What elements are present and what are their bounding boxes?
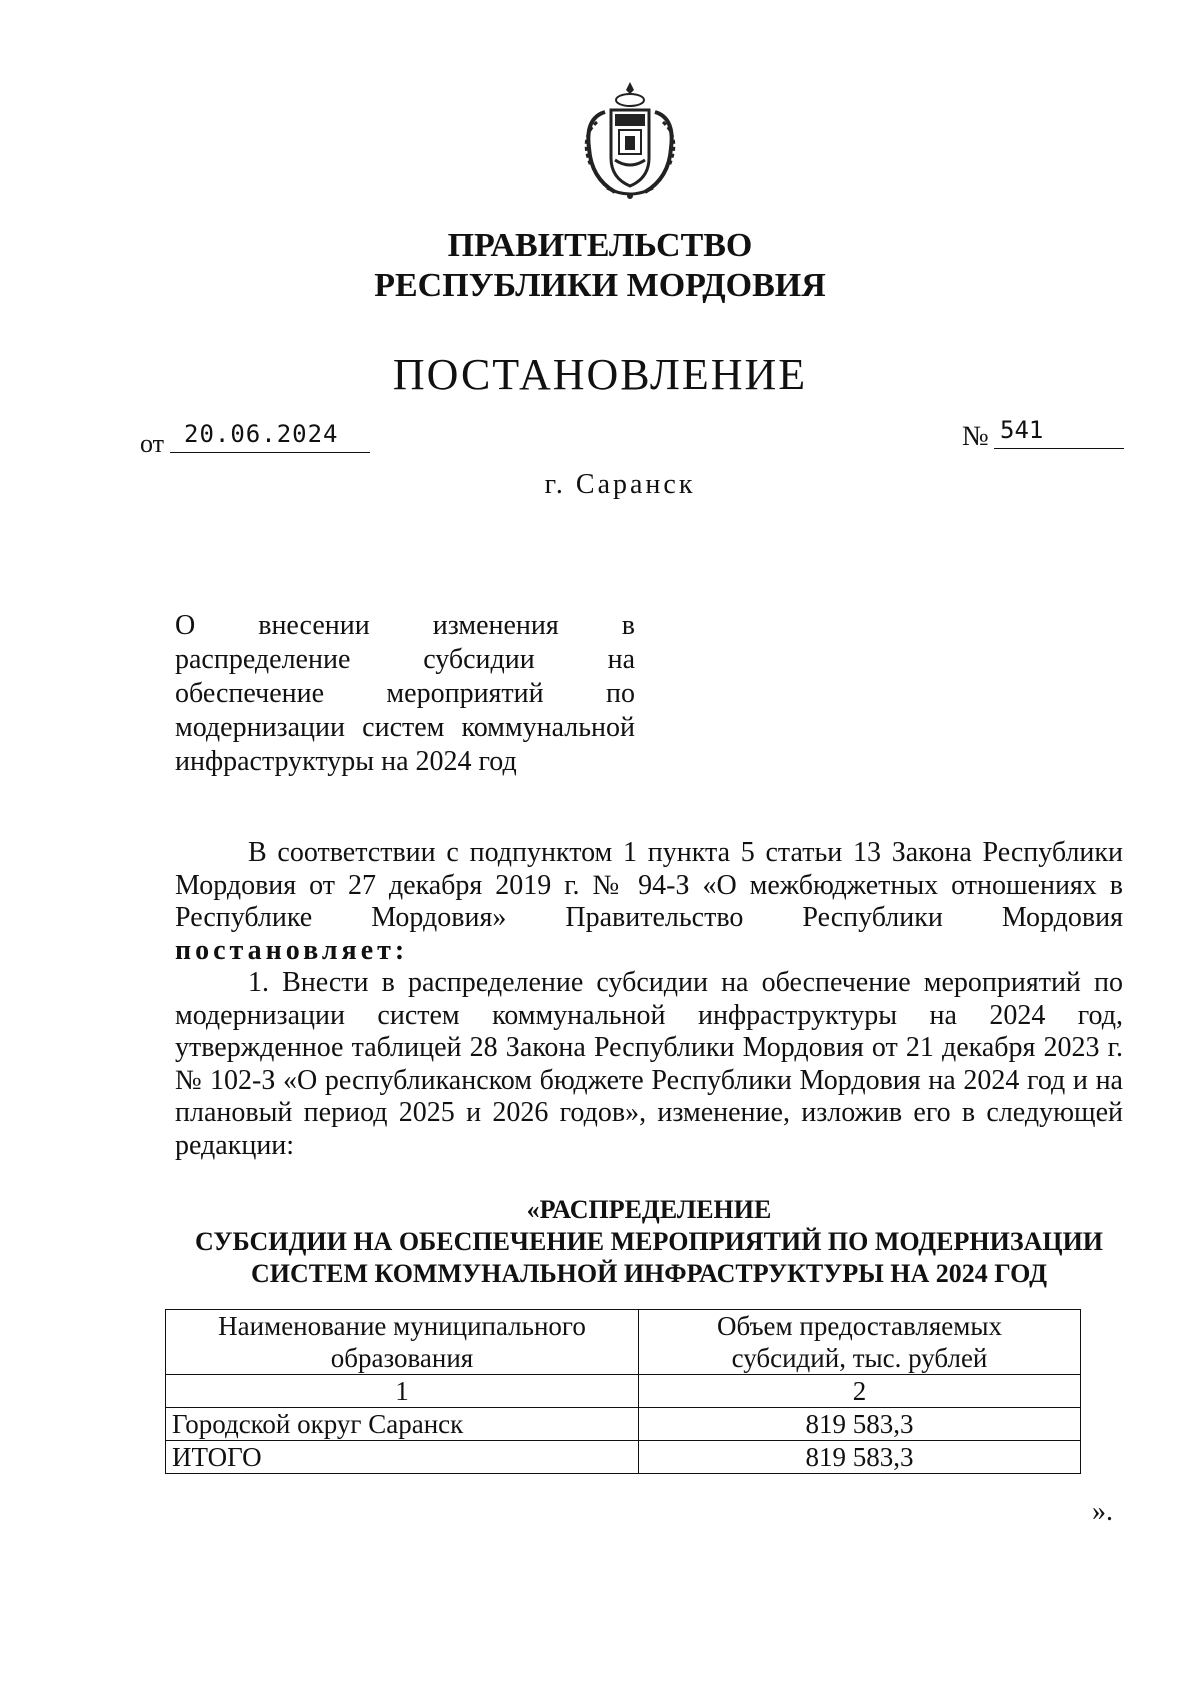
- document-type-title: ПОСТАНОВЛЕНИЕ: [392, 350, 808, 399]
- number-field: [994, 416, 1124, 449]
- table-row: [166, 1408, 1081, 1441]
- subject-line: О внесении изменения в: [175, 610, 635, 641]
- column-number: 1: [166, 1375, 639, 1408]
- table-row-total: [166, 1441, 1081, 1474]
- preamble-text: В соответствии с подпунктом 1 пункта 5 статьи 13 Закона Республики Мордовия от 27 декабря 2019 г. № 94-З «О межбюджетных отношениях в Республике Мордовия» Правительство Республики Мордовия: [175, 837, 1123, 933]
- resolves-word: постановляет:: [175, 934, 409, 966]
- number-value: 541: [1000, 416, 1044, 444]
- city-line: г. Саранск: [544, 469, 696, 500]
- subject-line: распределение субсидии на: [175, 644, 635, 675]
- column-number: 2: [639, 1375, 1081, 1408]
- closing-quote: ».: [1092, 1496, 1113, 1527]
- government-title-line2: РЕСПУБЛИКИ МОРДОВИЯ: [374, 267, 826, 304]
- header-municipality: Наименование муниципального образования: [166, 1310, 639, 1375]
- table-header-row: [166, 1310, 1081, 1375]
- distribution-title: [175, 1194, 1123, 1290]
- paragraph-preamble: [175, 837, 1123, 967]
- distribution-title-line3: СИСТЕМ КОММУНАЛЬНОЙ ИНФРАСТРУКТУРЫ НА 2024 ГОД: [251, 1259, 1047, 1288]
- body-text: [175, 837, 1123, 1162]
- row-value: 819 583,3: [639, 1408, 1081, 1441]
- table-colnum-row: [166, 1375, 1081, 1408]
- distribution-title-line2: СУБСИДИИ НА ОБЕСПЕЧЕНИЕ МЕРОПРИЯТИЙ ПО МОДЕРНИЗАЦИИ: [194, 1227, 1104, 1256]
- government-title-line1: ПРАВИТЕЛЬСТВО: [447, 227, 753, 264]
- subsidy-table: [165, 1309, 1081, 1474]
- date-value: 20.06.2024: [184, 420, 339, 448]
- subject-line: модернизации систем коммунальной: [175, 712, 635, 743]
- subject-block: [175, 609, 635, 779]
- row-name: Городской округ Саранск: [166, 1408, 639, 1441]
- paragraph-item-1: 1. Внести в распределение субсидии на обеспечение мероприятий по модернизации систем коммунальной инфраструктуры на 2024 год, утвержденное таблицей 28 Закона Республики Мордовия от 21 декабря 2023 г. № 102-З «О республиканском бюджете Республики Мордовия на 2024 год и на плановый период 2025 и 2026 годов», изменение, изложив его в следующей редакции:: [175, 967, 1123, 1161]
- coat-of-arms-emblem: [575, 78, 685, 204]
- date-field: [170, 420, 370, 453]
- subject-line: обеспечение мероприятий по: [175, 678, 635, 709]
- number-label: №: [962, 421, 989, 452]
- date-label: от: [140, 429, 165, 458]
- row-value: 819 583,3: [639, 1441, 1081, 1474]
- row-name: ИТОГО: [166, 1441, 639, 1474]
- distribution-title-line1: «РАСПРЕДЕЛЕНИЕ: [526, 1195, 772, 1224]
- subject-line: инфраструктуры на 2024 год: [175, 746, 517, 777]
- header-amount: Объем предоставляемых субсидий, тыс. рублей: [639, 1310, 1081, 1375]
